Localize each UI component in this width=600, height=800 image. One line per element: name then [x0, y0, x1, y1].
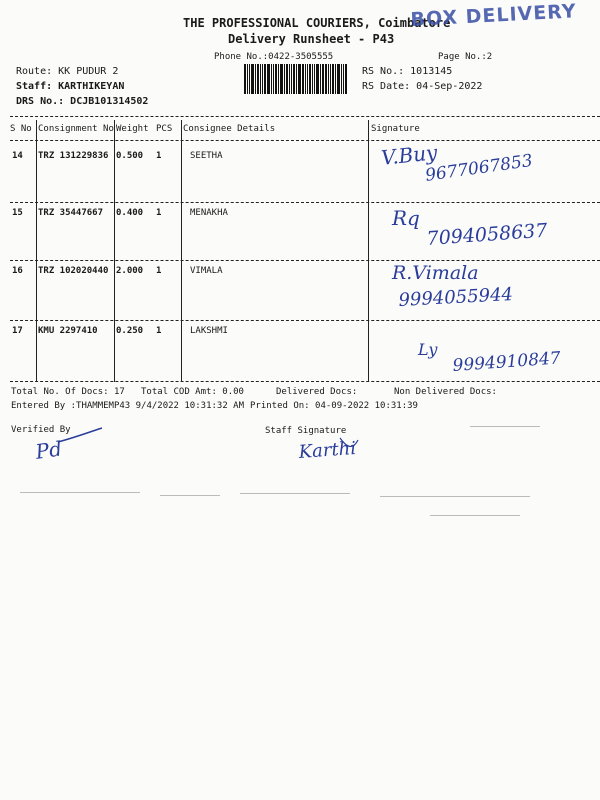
row-pcs: 1 [156, 326, 162, 336]
staff-label: Staff: KARTHIKEYAN [16, 81, 125, 92]
row-signature-phone: 9994055944 [398, 284, 514, 311]
staff-signature: Karthi [298, 437, 357, 463]
verified-by-label: Verified By [11, 425, 71, 435]
scan-speck [430, 515, 520, 516]
col-signature: Signature [371, 124, 420, 134]
scan-speck [380, 496, 530, 497]
runsheet-title: Delivery Runsheet - P43 [228, 32, 395, 46]
row-signature: R.Vimala [392, 262, 479, 284]
staff-signature-label: Staff Signature [265, 426, 347, 436]
entered-by: Entered By :THAMMEMP43 9/4/2022 10:31:32 AM [11, 401, 244, 411]
drs-number: DRS No.: DCJB101314502 [16, 96, 149, 107]
row-sno: 14 [12, 151, 23, 161]
row-pcs: 1 [156, 151, 162, 161]
scan-speck [20, 492, 140, 493]
row-consignment: TRZ 35447667 [38, 208, 104, 218]
printed-on: Printed On: 04-09-2022 10:31:39 [250, 401, 418, 411]
box-delivery-stamp: BOX DELIVERY [410, 0, 578, 31]
row-signature-phone: 9994910847 [452, 348, 562, 376]
row-consignment: KMU 2297410 [38, 326, 98, 336]
scan-speck [470, 426, 540, 427]
total-cod: Total COD Amt: 0.00 [141, 387, 244, 397]
col-consignment: Consignment No [38, 124, 114, 134]
col-consignee: Consignee Details [183, 124, 276, 134]
rs-number: RS No.: 1013145 [362, 66, 453, 77]
page-number: Page No.:2 [438, 52, 493, 62]
row-signature: V.Buy [380, 140, 439, 170]
row-weight: 0.250 [116, 326, 144, 336]
row-pcs: 1 [156, 208, 162, 218]
row-signature: Rq [392, 206, 420, 230]
total-docs: Total No. Of Docs: 17 [11, 387, 125, 397]
row-consignee: SEETHA [190, 151, 223, 161]
row-weight: 0.500 [116, 151, 144, 161]
row-weight: 2.000 [116, 266, 144, 276]
col-sno: S No [10, 124, 32, 134]
verified-signature: Pd [34, 436, 64, 464]
row-pcs: 1 [156, 266, 162, 276]
row-consignee: LAKSHMI [190, 326, 228, 336]
row-consignment: TRZ 102020440 [38, 266, 109, 276]
row-sno: 16 [12, 266, 23, 276]
row-consignee: MENAKHA [190, 208, 228, 218]
col-pcs: PCS [156, 124, 173, 134]
staff-signature-stroke [340, 438, 358, 446]
phone-number: Phone No.:0422-3505555 [214, 52, 334, 62]
delivered-docs: Delivered Docs: [276, 387, 358, 397]
non-delivered-docs: Non Delivered Docs: [394, 387, 497, 397]
row-consignment: TRZ 131229836 [38, 151, 109, 161]
row-sno: 17 [12, 326, 23, 336]
row-signature: Ly [418, 340, 438, 359]
route-label: Route: KK PUDUR 2 [16, 66, 119, 77]
row-signature-phone: 7094058637 [426, 219, 549, 250]
company-name: THE PROFESSIONAL COURIERS, Coimbatore [183, 16, 451, 30]
row-weight: 0.400 [116, 208, 144, 218]
rs-date: RS Date: 04-Sep-2022 [362, 81, 483, 92]
scan-speck [160, 495, 220, 496]
row-sno: 15 [12, 208, 23, 218]
verified-signature-stroke [58, 428, 102, 442]
row-signature-phone: 9677067853 [424, 150, 534, 186]
row-consignee: VIMALA [190, 266, 223, 276]
scan-speck [240, 493, 350, 494]
col-weight: Weight [116, 124, 149, 134]
